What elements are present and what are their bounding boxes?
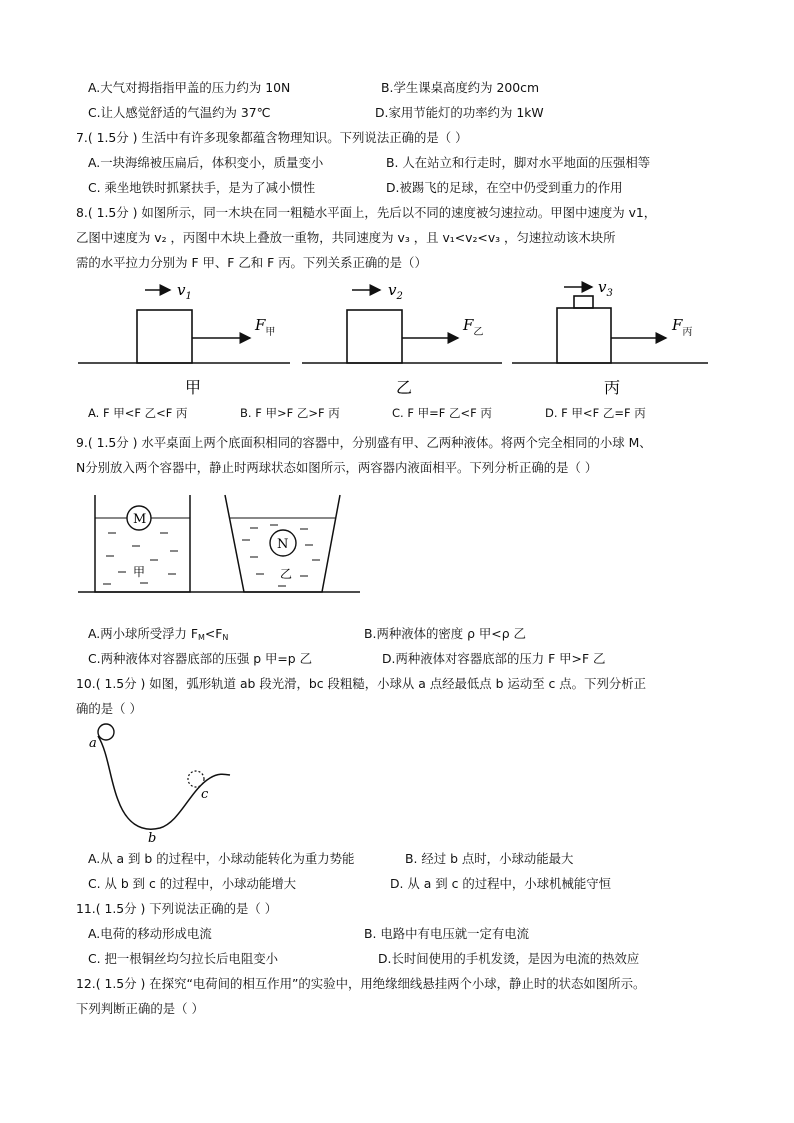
q11-option-b: B. 电路中有电压就一定有电流 <box>364 926 530 941</box>
q6-option-c: C.让人感觉舒适的气温约为 37℃ <box>88 105 271 120</box>
q8-option-d: D. F 甲<F 乙=F 丙 <box>545 406 646 420</box>
q10-option-b: B. 经过 b 点时，小球动能最大 <box>405 851 574 866</box>
curved-track <box>98 736 230 829</box>
f-jia-label: $F_甲$ <box>255 316 276 338</box>
q7-option-c: C. 乘坐地铁时抓紧扶手，是为了减小惯性 <box>88 180 316 195</box>
q8-option-a: A. F 甲<F 乙<F 丙 <box>88 406 188 420</box>
q10-stem-line2: 确的是（ ） <box>76 701 142 716</box>
q9-option-c: C.两种液体对容器底部的压强 p 甲=p 乙 <box>88 651 312 666</box>
q10-option-d: D. 从 a 到 c 的过程中，小球机械能守恒 <box>390 876 612 891</box>
ball-m-label: M <box>133 512 147 527</box>
q11-option-a: A.电荷的移动形成电流 <box>88 926 212 941</box>
q9-stem-line2: N分别放入两个容器中，静止时两球状态如图所示，两容器内液面相平。下列分析正确的是（ ） <box>76 460 598 475</box>
q7-option-a: A.一块海绵被压扁后，体积变小，质量变小 <box>88 155 324 170</box>
block-jia <box>137 310 192 363</box>
q10-figure <box>0 720 794 845</box>
panel-label-bing: 丙 <box>604 378 621 397</box>
q9-option-b: B.两种液体的密度 ρ 甲<ρ 乙 <box>364 626 526 641</box>
q8-option-c: C. F 甲=F 乙<F 丙 <box>392 406 492 420</box>
q11-option-c: C. 把一根铜丝均匀拉长后电阻变小 <box>88 951 278 966</box>
liquid-label-yi: 乙 <box>280 567 293 581</box>
q11-stem: 11.( 1.5分 ) 下列说法正确的是（ ） <box>76 901 278 916</box>
point-c-label: c <box>201 787 209 802</box>
q8-stem-line3: 需的水平拉力分别为 F 甲、F 乙和 F 丙。下列关系正确的是（） <box>76 255 427 270</box>
q7-stem: 7.( 1.5分 ) 生活中有许多现象都蕴含物理知识。下列说法正确的是（ ） <box>76 130 468 145</box>
ball-at-a <box>98 724 114 740</box>
block-yi <box>347 310 402 363</box>
q9-stem-line1: 9.( 1.5分 ) 水平桌面上两个底面积相同的容器中，分别盛有甲、乙两种液体。将两个完全相同的小球 M、 <box>76 435 652 450</box>
q12-stem-line1: 12.( 1.5分 ) 在探究“电荷间的相互作用”的实验中，用绝缘细线悬挂两个小球，静止时的状态如图所示。 <box>76 976 646 991</box>
f-bing-label: $F_丙$ <box>672 316 693 338</box>
v2-label: $v_2$ <box>388 281 403 302</box>
q6-option-b: B.学生课桌高度约为 200cm <box>381 80 540 95</box>
q10-stem-line1: 10.( 1.5分 ) 如图，弧形轨道 ab 段光滑，bc 段粗糙，小球从 a 点经最低点 b 运动至 c 点。下列分析正 <box>76 676 647 691</box>
q6-option-a: A.大气对拇指指甲盖的压力约为 10N <box>88 80 291 95</box>
q8-figure <box>0 270 794 400</box>
q8-option-b: B. F 甲>F 乙>F 丙 <box>240 406 340 420</box>
weight-on-block <box>574 296 593 308</box>
v1-label: $v_1$ <box>177 281 192 302</box>
q10-option-c: C. 从 b 到 c 的过程中，小球动能增大 <box>88 876 297 891</box>
q11-option-d: D.长时间使用的手机发烫，是因为电流的热效应 <box>378 951 640 966</box>
point-a-label: a <box>89 736 97 751</box>
f-yi-label: $F_乙$ <box>463 316 484 338</box>
q9-option-d: D.两种液体对容器底部的压力 F 甲>F 乙 <box>382 651 606 666</box>
liquid-label-jia: 甲 <box>133 565 146 579</box>
ball-n-label: N <box>277 537 289 552</box>
panel-label-yi: 乙 <box>396 378 413 397</box>
q6-option-d: D.家用节能灯的功率约为 1kW <box>375 105 544 120</box>
q7-option-d: D.被踢飞的足球，在空中仍受到重力的作用 <box>386 180 623 195</box>
point-b-label: b <box>148 831 157 846</box>
block-bing <box>557 308 611 363</box>
q9-option-a: A.两小球所受浮力 $F_M<F_N$ <box>88 626 229 642</box>
q7-option-b: B. 人在站立和行走时，脚对水平地面的压强相等 <box>386 155 651 170</box>
q12-stem-line2: 下列判断正确的是（ ） <box>76 1001 204 1016</box>
panel-label-jia: 甲 <box>185 378 202 397</box>
q8-stem-line2: 乙图中速度为 v₂ ，丙图中木块上叠放一重物，共同速度为 v₃ ，且 v₁<v₂<v₃ ，匀速拉动该木块所 <box>76 230 616 245</box>
q8-stem-line1: 8.( 1.5分 ) 如图所示，同一木块在同一粗糙水平面上，先后以不同的速度被匀速拉动。甲图中速度为 v1， <box>76 205 657 220</box>
q10-option-a: A.从 a 到 b 的过程中，小球动能转化为重力势能 <box>88 851 355 866</box>
q9-figure <box>0 485 794 605</box>
v3-label: $v_3$ <box>598 278 613 299</box>
